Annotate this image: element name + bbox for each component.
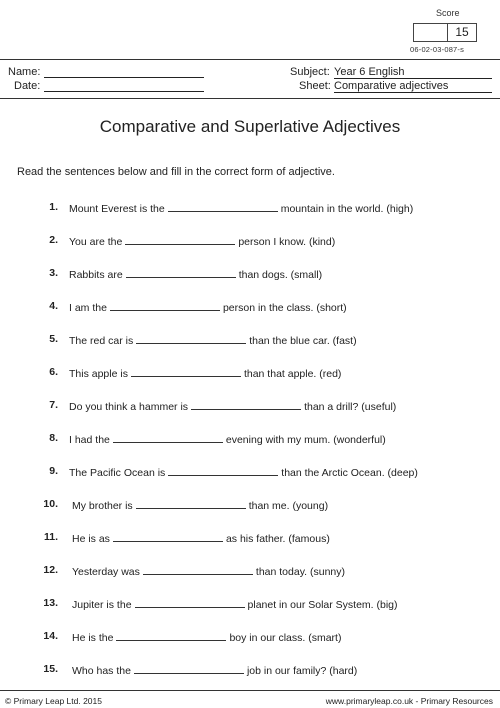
question-text-before: Yesterday was xyxy=(72,566,140,578)
answer-blank[interactable] xyxy=(116,630,226,641)
question-text-before: I am the xyxy=(69,302,107,314)
question-number: 11. xyxy=(43,531,58,543)
question-text-before: He is the xyxy=(72,632,114,644)
question-number: 14. xyxy=(43,630,58,642)
question-item xyxy=(0,333,500,349)
score-box xyxy=(413,23,477,42)
name-field[interactable] xyxy=(44,77,204,78)
question-text-after: than a drill? (useful) xyxy=(304,401,397,413)
answer-blank[interactable] xyxy=(113,432,223,443)
question-text-after: than me. (young) xyxy=(248,500,329,512)
question-text-after: as his father. (famous) xyxy=(225,533,330,545)
answer-blank[interactable] xyxy=(134,663,244,674)
answer-blank[interactable] xyxy=(135,597,245,608)
header-bottom-divider xyxy=(0,98,500,99)
question-number: 5. xyxy=(49,333,58,345)
score-label: Score xyxy=(436,8,460,18)
answer-blank[interactable] xyxy=(143,564,253,575)
answer-blank[interactable] xyxy=(110,300,220,311)
name-label: Name: xyxy=(8,66,41,78)
question-item xyxy=(0,366,500,382)
question-item xyxy=(0,399,500,415)
question-text-before: He is as xyxy=(72,533,110,545)
answer-blank[interactable] xyxy=(168,201,278,212)
answer-blank[interactable] xyxy=(168,465,278,476)
question-text-before: Jupiter is the xyxy=(72,599,132,611)
question-item xyxy=(0,531,500,547)
score-total: 15 xyxy=(455,25,469,39)
instructions: Read the sentences below and fill in the correct form of adjective. xyxy=(17,166,335,178)
answer-blank[interactable] xyxy=(131,366,241,377)
question-item xyxy=(0,201,500,217)
question-text-before: My brother is xyxy=(72,500,133,512)
site-link: www.primaryleap.co.uk - Primary Resources xyxy=(325,696,493,706)
question-number: 13. xyxy=(43,597,58,609)
question-number: 8. xyxy=(49,432,58,444)
question-item xyxy=(0,597,500,613)
question-text-before: This apple is xyxy=(69,368,128,380)
header-top-divider xyxy=(0,59,500,60)
question-text-after: than today. (sunny) xyxy=(255,566,346,578)
question-text-after: person in the class. (short) xyxy=(222,302,347,314)
question-item xyxy=(0,663,500,679)
answer-blank[interactable] xyxy=(126,267,236,278)
footer-divider xyxy=(0,690,500,691)
sheet-label: Sheet: xyxy=(299,80,331,92)
page-title: Comparative and Superlative Adjectives xyxy=(99,117,401,136)
question-text-before: Rabbits are xyxy=(69,269,123,281)
question-number: 7. xyxy=(49,399,58,411)
question-item xyxy=(0,234,500,250)
question-item xyxy=(0,267,500,283)
question-text-before: The red car is xyxy=(69,335,134,347)
question-text-before: I had the xyxy=(69,434,110,446)
question-text-after: planet in our Solar System. (big) xyxy=(247,599,398,611)
question-text-after: than dogs. (small) xyxy=(238,269,323,281)
question-item xyxy=(0,498,500,514)
subject-value: Year 6 English xyxy=(334,66,492,79)
sheet-code: 06-02-03-087-s xyxy=(410,45,465,54)
question-text-after: boy in our class. (smart) xyxy=(229,632,342,644)
question-text-after: than that apple. (red) xyxy=(243,368,342,380)
question-text-before: The Pacific Ocean is xyxy=(69,467,166,479)
subject-label: Subject: xyxy=(290,66,330,78)
answer-blank[interactable] xyxy=(125,234,235,245)
question-number: 9. xyxy=(49,465,58,477)
question-number: 1. xyxy=(49,201,58,213)
question-item xyxy=(0,465,500,481)
question-item xyxy=(0,432,500,448)
answer-blank[interactable] xyxy=(136,333,246,344)
sheet-value: Comparative adjectives xyxy=(334,80,492,93)
question-text-after: than the Arctic Ocean. (deep) xyxy=(281,467,418,479)
question-number: 4. xyxy=(49,300,58,312)
question-text-after: job in our family? (hard) xyxy=(246,665,358,677)
question-text-after: mountain in the world. (high) xyxy=(280,203,414,215)
question-text-after: than the blue car. (fast) xyxy=(249,335,357,347)
question-text-after: person I know. (kind) xyxy=(238,236,336,248)
question-item xyxy=(0,630,500,646)
question-number: 2. xyxy=(49,234,58,246)
score-input-cell[interactable] xyxy=(414,24,448,41)
date-field[interactable] xyxy=(44,91,204,92)
question-text-after: evening with my mum. (wonderful) xyxy=(225,434,386,446)
answer-blank[interactable] xyxy=(136,498,246,509)
answer-blank[interactable] xyxy=(191,399,301,410)
question-number: 6. xyxy=(49,366,58,378)
question-text-before: You are the xyxy=(69,236,123,248)
question-number: 15. xyxy=(43,663,58,675)
copyright: © Primary Leap Ltd. 2015 xyxy=(5,696,102,706)
question-text-before: Who has the xyxy=(72,665,131,677)
question-number: 10. xyxy=(43,498,58,510)
question-item xyxy=(0,564,500,580)
question-number: 12. xyxy=(43,564,58,576)
question-item xyxy=(0,300,500,316)
question-text-before: Do you think a hammer is xyxy=(69,401,189,413)
date-label: Date: xyxy=(14,80,41,92)
answer-blank[interactable] xyxy=(113,531,223,542)
question-number: 3. xyxy=(49,267,58,279)
question-text-before: Mount Everest is the xyxy=(69,203,165,215)
